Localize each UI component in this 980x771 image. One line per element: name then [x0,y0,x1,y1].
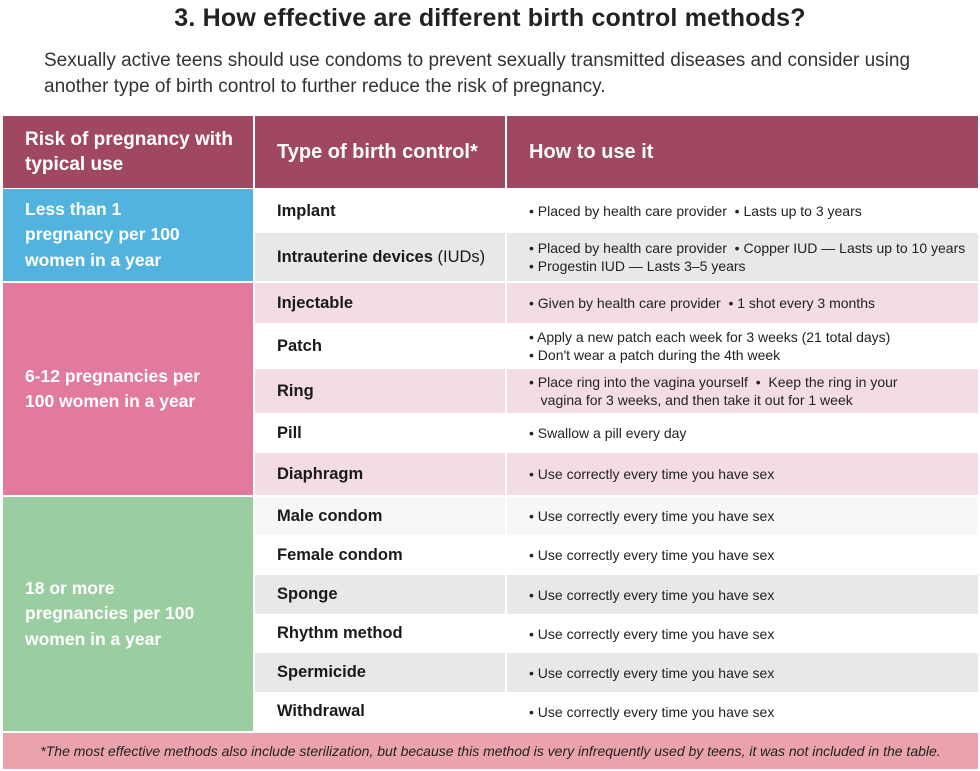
table-row [255,413,978,453]
usage-line: • Placed by health care provider • Copper IUD — Lasts up to 10 years [529,240,966,256]
table-row [255,535,978,575]
method-name: Rhythm method [277,624,403,642]
usage-cell [507,189,978,233]
usage-cell [507,653,978,692]
usage-line: • Use correctly every time you have sex [529,586,775,603]
method-type [255,535,505,575]
method-type [255,614,505,653]
method-type [255,692,505,731]
header-how: How to use it [507,116,978,188]
usage-cell [507,692,978,731]
method-abbrev: (IUDs) [432,247,486,266]
table-row [255,369,978,413]
usage-line: • Use correctly every time you have sex [529,664,775,681]
method-type [255,189,505,233]
usage-line: • Place ring into the vagina yourself • Keep the ring in your [529,374,898,390]
usage-cell [507,453,978,495]
table-row [255,497,978,535]
table-row [255,575,978,614]
usage-cell [507,497,978,535]
method-name: Intrauterine devices [277,247,433,266]
usage-line: • Placed by health care provider • Lasts up to 3 years [529,203,862,219]
risk-group-label: 6-12 pregnancies per 100 women in a year [25,365,201,411]
risk-group-label: 18 or more pregnancies per 100 women in a year [25,577,195,649]
table-row [255,692,978,731]
usage-cell [507,535,978,575]
method-name: Male condom [277,506,383,525]
usage-cell [507,614,978,653]
table-row [255,653,978,692]
method-name: Patch [277,336,322,355]
usage-cell [507,323,978,369]
usage-line: • Don't wear a patch during the 4th week [529,347,781,363]
risk-group-high [3,497,253,731]
usage-cell [507,413,978,453]
method-type [255,323,505,369]
method-type [255,283,505,323]
usage-line: • Use correctly every time you have sex [529,466,775,482]
method-type [255,453,505,495]
table-row [255,189,978,233]
risk-group-low [3,189,253,281]
method-type [255,233,505,281]
table-row [255,233,978,281]
usage-line: • Use correctly every time you have sex [529,547,775,563]
usage-line: vagina for 3 weeks, and then take it out for 1 week [529,392,853,408]
risk-group-mid [3,283,253,495]
usage-line: • Apply a new patch each week for 3 weeks (21 total days) [529,329,891,345]
method-name: Pill [277,423,302,442]
method-name: Implant [277,201,336,220]
usage-line: • Use correctly every time you have sex [529,625,775,642]
table-row [255,323,978,369]
footnote: *The most effective methods also include sterilization, but because this method is very infrequently used by teens, it was not included in the table. [3,733,978,769]
page-title: 3. How effective are different birth control methods? [174,4,806,32]
method-type [255,369,505,413]
usage-line: • Swallow a pill every day [529,425,687,441]
usage-line: • Use correctly every time you have sex [529,703,775,720]
method-name: Withdrawal [277,702,365,720]
method-name: Diaphragm [277,464,364,483]
method-name: Sponge [277,585,338,603]
header-type: Type of birth control* [255,116,505,188]
usage-line: • Progestin IUD — Lasts 3–5 years [529,258,746,274]
usage-cell [507,283,978,323]
intro-text: Sexually active teens should use condoms to prevent sexually transmitted diseases and consider using another type of birth control to further reduce the risk of pregnancy. [44,50,911,97]
table-row [255,453,978,495]
method-name: Spermicide [277,663,366,681]
usage-cell [507,369,978,413]
usage-line: • Given by health care provider • 1 shot every 3 months [529,295,875,311]
method-type [255,413,505,453]
table-row [255,614,978,653]
header-risk: Risk of pregnancy with typical use [3,116,253,188]
method-name: Female condom [277,545,403,564]
method-name: Injectable [277,293,354,312]
method-name: Ring [277,381,314,400]
table-row [255,283,978,323]
usage-line: • Use correctly every time you have sex [529,508,775,524]
method-type [255,575,505,614]
method-type [255,497,505,535]
usage-cell [507,233,978,281]
method-type [255,653,505,692]
usage-cell [507,575,978,614]
risk-group-label: Less than 1 pregnancy per 100 women in a year [25,198,180,270]
